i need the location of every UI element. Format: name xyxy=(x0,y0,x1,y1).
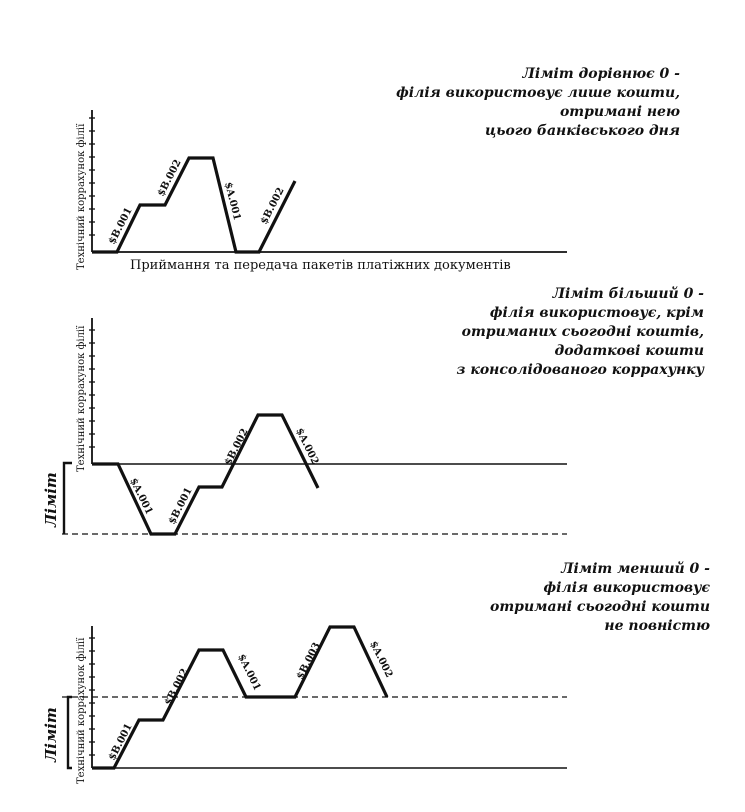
panel-2-segment-label-2: $B.001 xyxy=(166,485,195,527)
panel-3-caption-line-2: філія використовує xyxy=(543,580,710,596)
panel-2-caption-line-4: додаткові кошти xyxy=(554,343,704,359)
panel-1-caption-line-4: цього банківського дня xyxy=(484,123,680,139)
panel-2-limit-bracket xyxy=(64,463,72,534)
panel-1 xyxy=(76,66,680,273)
panel-2-segment-label-3: $B.002 xyxy=(222,426,251,468)
panel-1-segment-label-2: $B.002 xyxy=(155,157,184,199)
panel-3-segment-label-5: $A.002 xyxy=(367,639,395,680)
panel-3-segment-label-2: $B.002 xyxy=(162,666,191,708)
panel-1-caption-line-1: Ліміт дорівнює 0 - xyxy=(522,66,680,82)
panel-3-limit-bracket xyxy=(68,697,72,768)
panel-2-segment-label-4: $A.002 xyxy=(293,426,321,467)
panel-1-caption-line-3: отримані нею xyxy=(559,104,680,120)
panel-1-segment-label-1: $B.001 xyxy=(106,205,135,247)
panel-2-balance-trace xyxy=(92,415,321,534)
panel-3-caption-line-4: не повністю xyxy=(604,618,710,634)
panel-2-caption-line-5: з консолідованого коррахунку xyxy=(456,362,704,378)
panel-1-balance-trace xyxy=(92,158,295,252)
panel-3-segment-label-3: $A.001 xyxy=(235,652,263,693)
panel-3-caption-line-3: отримані сьогодні кошти xyxy=(490,599,710,615)
panel-1-y-axis-label: Технічний коррахунок філії xyxy=(76,123,87,270)
panel-2-caption-line-1: Ліміт більший 0 - xyxy=(552,286,704,302)
panel-2-limit-label: Ліміт xyxy=(42,472,60,527)
panel-2-segment-label-1: $A.001 xyxy=(127,476,155,517)
panel-3-caption-line-1: Ліміт менший 0 - xyxy=(561,561,710,577)
panel-3 xyxy=(42,560,710,784)
panel-1-caption-line-2: філія використовує лише кошти, xyxy=(396,85,680,101)
panel-2-caption-line-3: отриманих сьогодні коштів, xyxy=(461,324,704,340)
panel-3-y-axis-label: Технічний коррахунок філії xyxy=(76,637,87,784)
panel-3-limit-label: Ліміт xyxy=(42,707,60,762)
panel-1-segment-label-4: $B.002 xyxy=(258,185,287,227)
panel-3-segment-label-1: $B.001 xyxy=(106,721,135,763)
panel-2-y-axis-label: Технічний коррахунок філії xyxy=(76,325,87,472)
panel-1-segment-label-3: $A.001 xyxy=(222,181,243,222)
panel-2 xyxy=(42,285,705,534)
panel-3-segment-label-4: $B.003 xyxy=(294,640,323,682)
panel-2-caption-line-2: філія використовує, крім xyxy=(489,305,704,321)
panel-1-x-axis-label: Приймання та передача пакетів платіжних документів xyxy=(130,258,511,273)
